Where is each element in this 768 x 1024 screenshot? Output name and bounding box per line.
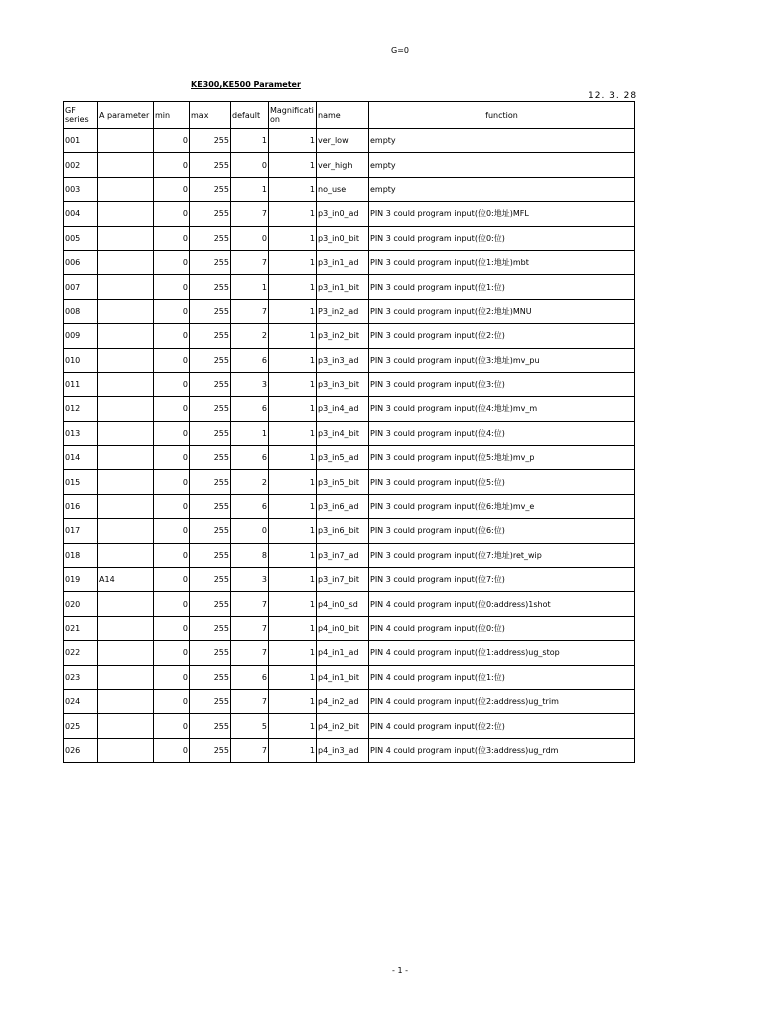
cell-gf-series: 023 <box>64 665 98 689</box>
cell-function: PIN 4 could program input(位0:位) <box>369 616 635 640</box>
cell-name: p3_in0_bit <box>317 226 369 250</box>
cell-max: 255 <box>190 470 231 494</box>
cell-min: 0 <box>154 397 190 421</box>
cell-max: 255 <box>190 738 231 762</box>
cell-magnification: 1 <box>269 177 317 201</box>
cell-min: 0 <box>154 470 190 494</box>
cell-max: 255 <box>190 226 231 250</box>
cell-min: 0 <box>154 568 190 592</box>
header-default: default <box>231 102 269 129</box>
cell-magnification: 1 <box>269 129 317 153</box>
cell-default: 6 <box>231 397 269 421</box>
cell-function: PIN 3 could program input(位7:地址)ret_wip <box>369 543 635 567</box>
cell-a-parameter <box>98 470 154 494</box>
cell-name: p3_in2_bit <box>317 324 369 348</box>
table-row <box>64 446 635 470</box>
cell-gf-series: 004 <box>64 202 98 226</box>
cell-a-parameter <box>98 714 154 738</box>
cell-max: 255 <box>190 568 231 592</box>
cell-name: p3_in4_bit <box>317 421 369 445</box>
cell-min: 0 <box>154 226 190 250</box>
cell-function: PIN 4 could program input(位2:address)ug_trim <box>369 689 635 713</box>
cell-gf-series: 026 <box>64 738 98 762</box>
cell-default: 2 <box>231 470 269 494</box>
cell-min: 0 <box>154 202 190 226</box>
cell-a-parameter <box>98 202 154 226</box>
cell-default: 0 <box>231 226 269 250</box>
cell-default: 6 <box>231 665 269 689</box>
cell-max: 255 <box>190 177 231 201</box>
cell-default: 7 <box>231 592 269 616</box>
cell-a-parameter <box>98 226 154 250</box>
table-row <box>64 250 635 274</box>
cell-gf-series: 009 <box>64 324 98 348</box>
cell-default: 5 <box>231 714 269 738</box>
cell-name: p4_in1_ad <box>317 641 369 665</box>
cell-gf-series: 003 <box>64 177 98 201</box>
cell-name: p3_in5_ad <box>317 446 369 470</box>
cell-name: ver_low <box>317 129 369 153</box>
cell-min: 0 <box>154 689 190 713</box>
cell-max: 255 <box>190 519 231 543</box>
cell-max: 255 <box>190 250 231 274</box>
cell-magnification: 1 <box>269 372 317 396</box>
cell-gf-series: 025 <box>64 714 98 738</box>
table-row <box>64 519 635 543</box>
cell-magnification: 1 <box>269 299 317 323</box>
cell-name: p3_in1_ad <box>317 250 369 274</box>
cell-max: 255 <box>190 689 231 713</box>
cell-magnification: 1 <box>269 275 317 299</box>
cell-max: 255 <box>190 446 231 470</box>
cell-name: P3_in2_ad <box>317 299 369 323</box>
cell-min: 0 <box>154 153 190 177</box>
cell-magnification: 1 <box>269 470 317 494</box>
cell-function: empty <box>369 153 635 177</box>
cell-magnification: 1 <box>269 714 317 738</box>
table-row <box>64 494 635 518</box>
cell-max: 255 <box>190 665 231 689</box>
cell-gf-series: 013 <box>64 421 98 445</box>
cell-magnification: 1 <box>269 665 317 689</box>
cell-magnification: 1 <box>269 616 317 640</box>
cell-name: ver_high <box>317 153 369 177</box>
cell-a-parameter <box>98 250 154 274</box>
cell-a-parameter <box>98 519 154 543</box>
table-row <box>64 299 635 323</box>
cell-min: 0 <box>154 494 190 518</box>
cell-name: p3_in0_ad <box>317 202 369 226</box>
cell-function: PIN 3 could program input(位1:位) <box>369 275 635 299</box>
table-row <box>64 592 635 616</box>
cell-default: 8 <box>231 543 269 567</box>
header-min: min <box>154 102 190 129</box>
cell-max: 255 <box>190 372 231 396</box>
cell-function: PIN 3 could program input(位4:位) <box>369 421 635 445</box>
cell-name: p3_in1_bit <box>317 275 369 299</box>
cell-default: 7 <box>231 641 269 665</box>
cell-min: 0 <box>154 324 190 348</box>
cell-function: PIN 3 could program input(位3:位) <box>369 372 635 396</box>
cell-a-parameter <box>98 421 154 445</box>
table-row <box>64 665 635 689</box>
cell-max: 255 <box>190 153 231 177</box>
cell-magnification: 1 <box>269 543 317 567</box>
cell-function: PIN 3 could program input(位2:地址)MNU <box>369 299 635 323</box>
table-row <box>64 226 635 250</box>
cell-default: 7 <box>231 738 269 762</box>
table-row <box>64 689 635 713</box>
table-row <box>64 470 635 494</box>
cell-max: 255 <box>190 641 231 665</box>
cell-function: PIN 3 could program input(位6:位) <box>369 519 635 543</box>
cell-min: 0 <box>154 348 190 372</box>
cell-name: p3_in5_bit <box>317 470 369 494</box>
cell-magnification: 1 <box>269 494 317 518</box>
cell-name: p4_in3_ad <box>317 738 369 762</box>
cell-min: 0 <box>154 616 190 640</box>
cell-max: 255 <box>190 275 231 299</box>
cell-min: 0 <box>154 299 190 323</box>
cell-function: PIN 3 could program input(位0:位) <box>369 226 635 250</box>
cell-gf-series: 016 <box>64 494 98 518</box>
cell-name: p3_in7_bit <box>317 568 369 592</box>
cell-function: empty <box>369 177 635 201</box>
cell-name: p4_in2_ad <box>317 689 369 713</box>
table-row <box>64 202 635 226</box>
cell-function: PIN 3 could program input(位2:位) <box>369 324 635 348</box>
cell-default: 1 <box>231 275 269 299</box>
cell-a-parameter <box>98 641 154 665</box>
cell-gf-series: 014 <box>64 446 98 470</box>
table-row <box>64 348 635 372</box>
cell-min: 0 <box>154 641 190 665</box>
cell-max: 255 <box>190 494 231 518</box>
cell-max: 255 <box>190 348 231 372</box>
cell-name: no_use <box>317 177 369 201</box>
cell-a-parameter <box>98 372 154 396</box>
cell-function: empty <box>369 129 635 153</box>
cell-name: p3_in6_ad <box>317 494 369 518</box>
cell-max: 255 <box>190 202 231 226</box>
table-row <box>64 543 635 567</box>
cell-function: PIN 3 could program input(位5:地址)mv_p <box>369 446 635 470</box>
cell-function: PIN 3 could program input(位0:地址)MFL <box>369 202 635 226</box>
cell-gf-series: 018 <box>64 543 98 567</box>
cell-default: 7 <box>231 616 269 640</box>
cell-magnification: 1 <box>269 738 317 762</box>
cell-min: 0 <box>154 129 190 153</box>
cell-gf-series: 010 <box>64 348 98 372</box>
cell-min: 0 <box>154 421 190 445</box>
header-gf-series: GF series <box>64 102 98 129</box>
table-row <box>64 129 635 153</box>
cell-gf-series: 012 <box>64 397 98 421</box>
table-row <box>64 324 635 348</box>
cell-a-parameter <box>98 689 154 713</box>
cell-min: 0 <box>154 250 190 274</box>
cell-default: 0 <box>231 519 269 543</box>
cell-function: PIN 4 could program input(位1:位) <box>369 665 635 689</box>
cell-max: 255 <box>190 397 231 421</box>
cell-a-parameter <box>98 299 154 323</box>
cell-function: PIN 4 could program input(位0:address)1shot <box>369 592 635 616</box>
cell-default: 7 <box>231 689 269 713</box>
cell-a-parameter <box>98 348 154 372</box>
cell-min: 0 <box>154 275 190 299</box>
cell-function: PIN 3 could program input(位7:位) <box>369 568 635 592</box>
table-row <box>64 421 635 445</box>
cell-magnification: 1 <box>269 226 317 250</box>
cell-magnification: 1 <box>269 519 317 543</box>
cell-gf-series: 022 <box>64 641 98 665</box>
table-row <box>64 153 635 177</box>
cell-min: 0 <box>154 372 190 396</box>
cell-magnification: 1 <box>269 324 317 348</box>
cell-default: 6 <box>231 348 269 372</box>
cell-max: 255 <box>190 714 231 738</box>
table-row <box>64 397 635 421</box>
cell-min: 0 <box>154 446 190 470</box>
cell-function: PIN 3 could program input(位5:位) <box>369 470 635 494</box>
header-max: max <box>190 102 231 129</box>
cell-default: 6 <box>231 446 269 470</box>
header-name: name <box>317 102 369 129</box>
cell-name: p3_in3_bit <box>317 372 369 396</box>
cell-default: 7 <box>231 250 269 274</box>
header-magnification: Magnification <box>269 102 317 129</box>
cell-function: PIN 3 could program input(位3:地址)mv_pu <box>369 348 635 372</box>
cell-gf-series: 019 <box>64 568 98 592</box>
cell-a-parameter <box>98 592 154 616</box>
cell-magnification: 1 <box>269 202 317 226</box>
header-function: function <box>369 102 635 129</box>
cell-min: 0 <box>154 738 190 762</box>
cell-min: 0 <box>154 519 190 543</box>
cell-function: PIN 3 could program input(位1:地址)mbt <box>369 250 635 274</box>
cell-min: 0 <box>154 714 190 738</box>
cell-gf-series: 020 <box>64 592 98 616</box>
cell-gf-series: 024 <box>64 689 98 713</box>
cell-a-parameter: A14 <box>98 568 154 592</box>
cell-name: p3_in4_ad <box>317 397 369 421</box>
page-number: - 1 - <box>392 966 408 975</box>
header-mark: G=0 <box>391 46 409 55</box>
cell-a-parameter <box>98 129 154 153</box>
cell-function: PIN 4 could program input(位1:address)ug_stop <box>369 641 635 665</box>
cell-magnification: 1 <box>269 446 317 470</box>
cell-function: PIN 4 could program input(位3:address)ug_rdm <box>369 738 635 762</box>
cell-gf-series: 005 <box>64 226 98 250</box>
cell-a-parameter <box>98 543 154 567</box>
cell-gf-series: 011 <box>64 372 98 396</box>
table-row <box>64 641 635 665</box>
cell-max: 255 <box>190 129 231 153</box>
cell-gf-series: 001 <box>64 129 98 153</box>
table-row <box>64 714 635 738</box>
cell-default: 0 <box>231 153 269 177</box>
cell-function: PIN 3 could program input(位4:地址)mv_m <box>369 397 635 421</box>
cell-magnification: 1 <box>269 250 317 274</box>
document-title: KE300,KE500 Parameter <box>191 80 301 89</box>
table-row <box>64 372 635 396</box>
cell-min: 0 <box>154 177 190 201</box>
cell-magnification: 1 <box>269 421 317 445</box>
parameter-table <box>63 101 635 763</box>
cell-default: 1 <box>231 421 269 445</box>
cell-max: 255 <box>190 421 231 445</box>
table-row <box>64 616 635 640</box>
cell-magnification: 1 <box>269 568 317 592</box>
cell-function: PIN 4 could program input(位2:位) <box>369 714 635 738</box>
cell-default: 7 <box>231 202 269 226</box>
cell-gf-series: 007 <box>64 275 98 299</box>
cell-gf-series: 002 <box>64 153 98 177</box>
table-row <box>64 738 635 762</box>
cell-name: p4_in2_bit <box>317 714 369 738</box>
cell-name: p4_in0_bit <box>317 616 369 640</box>
cell-a-parameter <box>98 665 154 689</box>
cell-max: 255 <box>190 324 231 348</box>
header-a-parameter: A parameter <box>98 102 154 129</box>
cell-default: 7 <box>231 299 269 323</box>
cell-name: p3_in7_ad <box>317 543 369 567</box>
cell-magnification: 1 <box>269 348 317 372</box>
cell-max: 255 <box>190 592 231 616</box>
cell-a-parameter <box>98 738 154 762</box>
cell-default: 3 <box>231 372 269 396</box>
cell-name: p3_in3_ad <box>317 348 369 372</box>
cell-default: 3 <box>231 568 269 592</box>
cell-gf-series: 008 <box>64 299 98 323</box>
cell-gf-series: 021 <box>64 616 98 640</box>
cell-name: p4_in0_sd <box>317 592 369 616</box>
cell-magnification: 1 <box>269 153 317 177</box>
cell-default: 1 <box>231 177 269 201</box>
cell-a-parameter <box>98 494 154 518</box>
cell-gf-series: 017 <box>64 519 98 543</box>
table-row <box>64 275 635 299</box>
table-row <box>64 568 635 592</box>
cell-max: 255 <box>190 616 231 640</box>
cell-default: 6 <box>231 494 269 518</box>
cell-max: 255 <box>190 543 231 567</box>
cell-a-parameter <box>98 616 154 640</box>
cell-function: PIN 3 could program input(位6:地址)mv_e <box>369 494 635 518</box>
cell-magnification: 1 <box>269 592 317 616</box>
cell-max: 255 <box>190 299 231 323</box>
cell-a-parameter <box>98 446 154 470</box>
table-row <box>64 177 635 201</box>
cell-a-parameter <box>98 324 154 348</box>
cell-magnification: 1 <box>269 641 317 665</box>
cell-min: 0 <box>154 543 190 567</box>
cell-a-parameter <box>98 153 154 177</box>
cell-magnification: 1 <box>269 397 317 421</box>
cell-min: 0 <box>154 665 190 689</box>
cell-gf-series: 006 <box>64 250 98 274</box>
cell-a-parameter <box>98 275 154 299</box>
cell-a-parameter <box>98 177 154 201</box>
cell-name: p3_in6_bit <box>317 519 369 543</box>
cell-min: 0 <box>154 592 190 616</box>
cell-default: 1 <box>231 129 269 153</box>
cell-a-parameter <box>98 397 154 421</box>
cell-name: p4_in1_bit <box>317 665 369 689</box>
cell-magnification: 1 <box>269 689 317 713</box>
cell-default: 2 <box>231 324 269 348</box>
document-date: 12. 3. 28 <box>588 91 638 101</box>
cell-gf-series: 015 <box>64 470 98 494</box>
table-header-row <box>64 102 635 129</box>
